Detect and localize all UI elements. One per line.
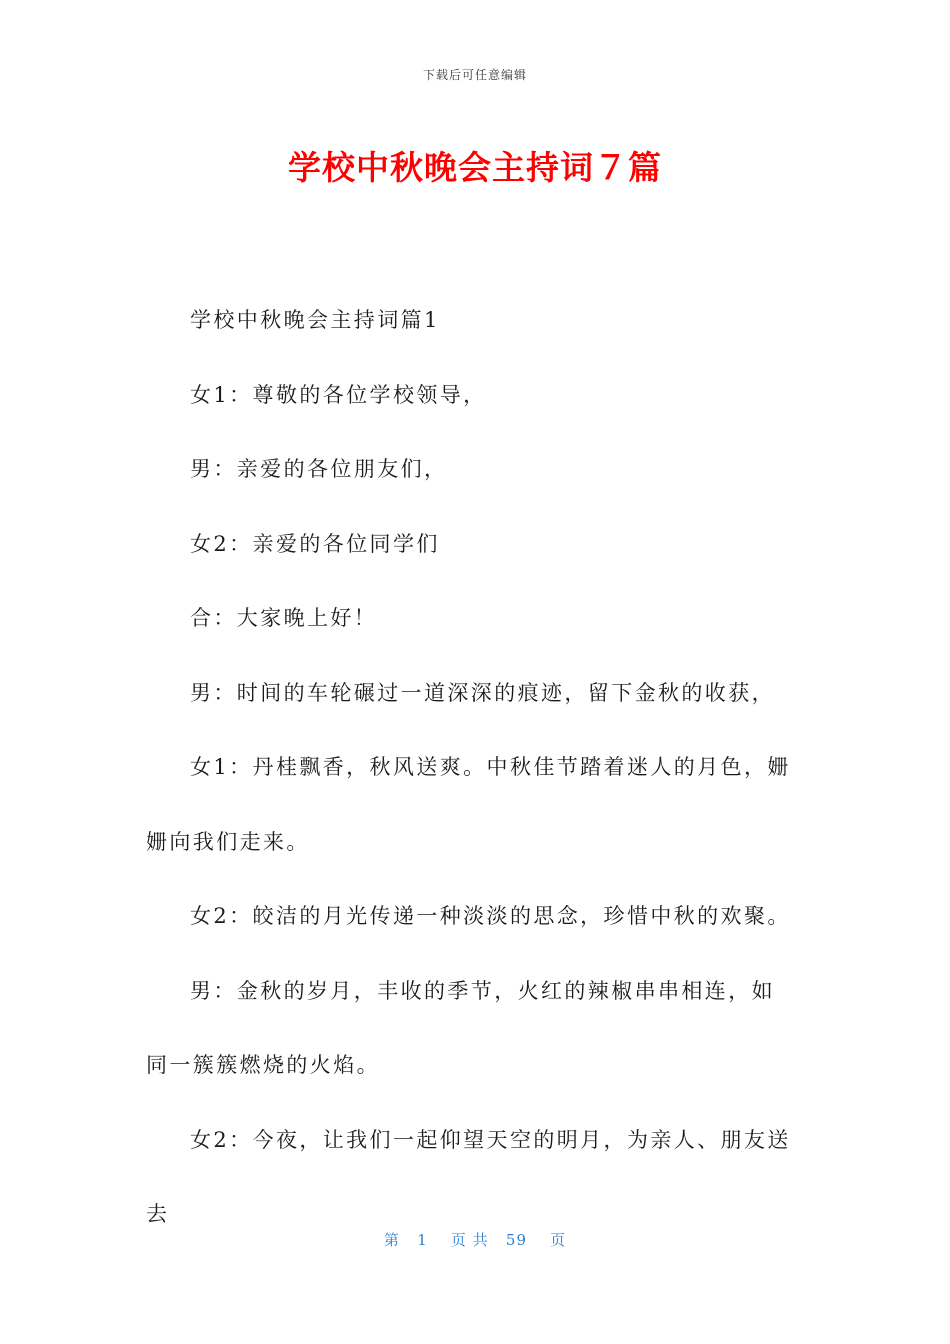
paragraph: 女2：亲爱的各位同学们 xyxy=(190,531,440,556)
paragraph: 女2：今夜，让我们一起仰望天空的明月，为亲人、朋友送去 xyxy=(146,1127,791,1226)
paragraph: 合：大家晚上好！ xyxy=(190,606,378,630)
paragraph: 女2：皎洁的月光传递一种淡淡的思念，珍惜中秋的欢聚。 xyxy=(190,904,791,928)
paragraph: 男：金秋的岁月，丰收的季节，火红的辣椒串串相连，如同一簇簇燃烧的火焰。 xyxy=(146,978,775,1077)
page-indicator: 第 1 页 共 59 页 xyxy=(383,1231,567,1249)
document-title: 学校中秋晚会主持词７篇 xyxy=(288,148,662,187)
paragraph: 女1：丹桂飘香，秋风送爽。中秋佳节踏着迷人的月色，姗姗向我们走来。 xyxy=(146,755,791,854)
paragraph: 男：亲爱的各位朋友们， xyxy=(190,457,448,481)
paragraph: 男：时间的车轮碾过一道深深的痕迹，留下金秋的收获， xyxy=(190,680,775,705)
paragraph: 学校中秋晚会主持词篇1 xyxy=(190,308,440,332)
document-body xyxy=(146,283,796,1252)
paragraph: 女1：尊敬的各位学校领导， xyxy=(190,382,487,407)
header-note: 下载后可任意编辑 xyxy=(422,68,527,82)
